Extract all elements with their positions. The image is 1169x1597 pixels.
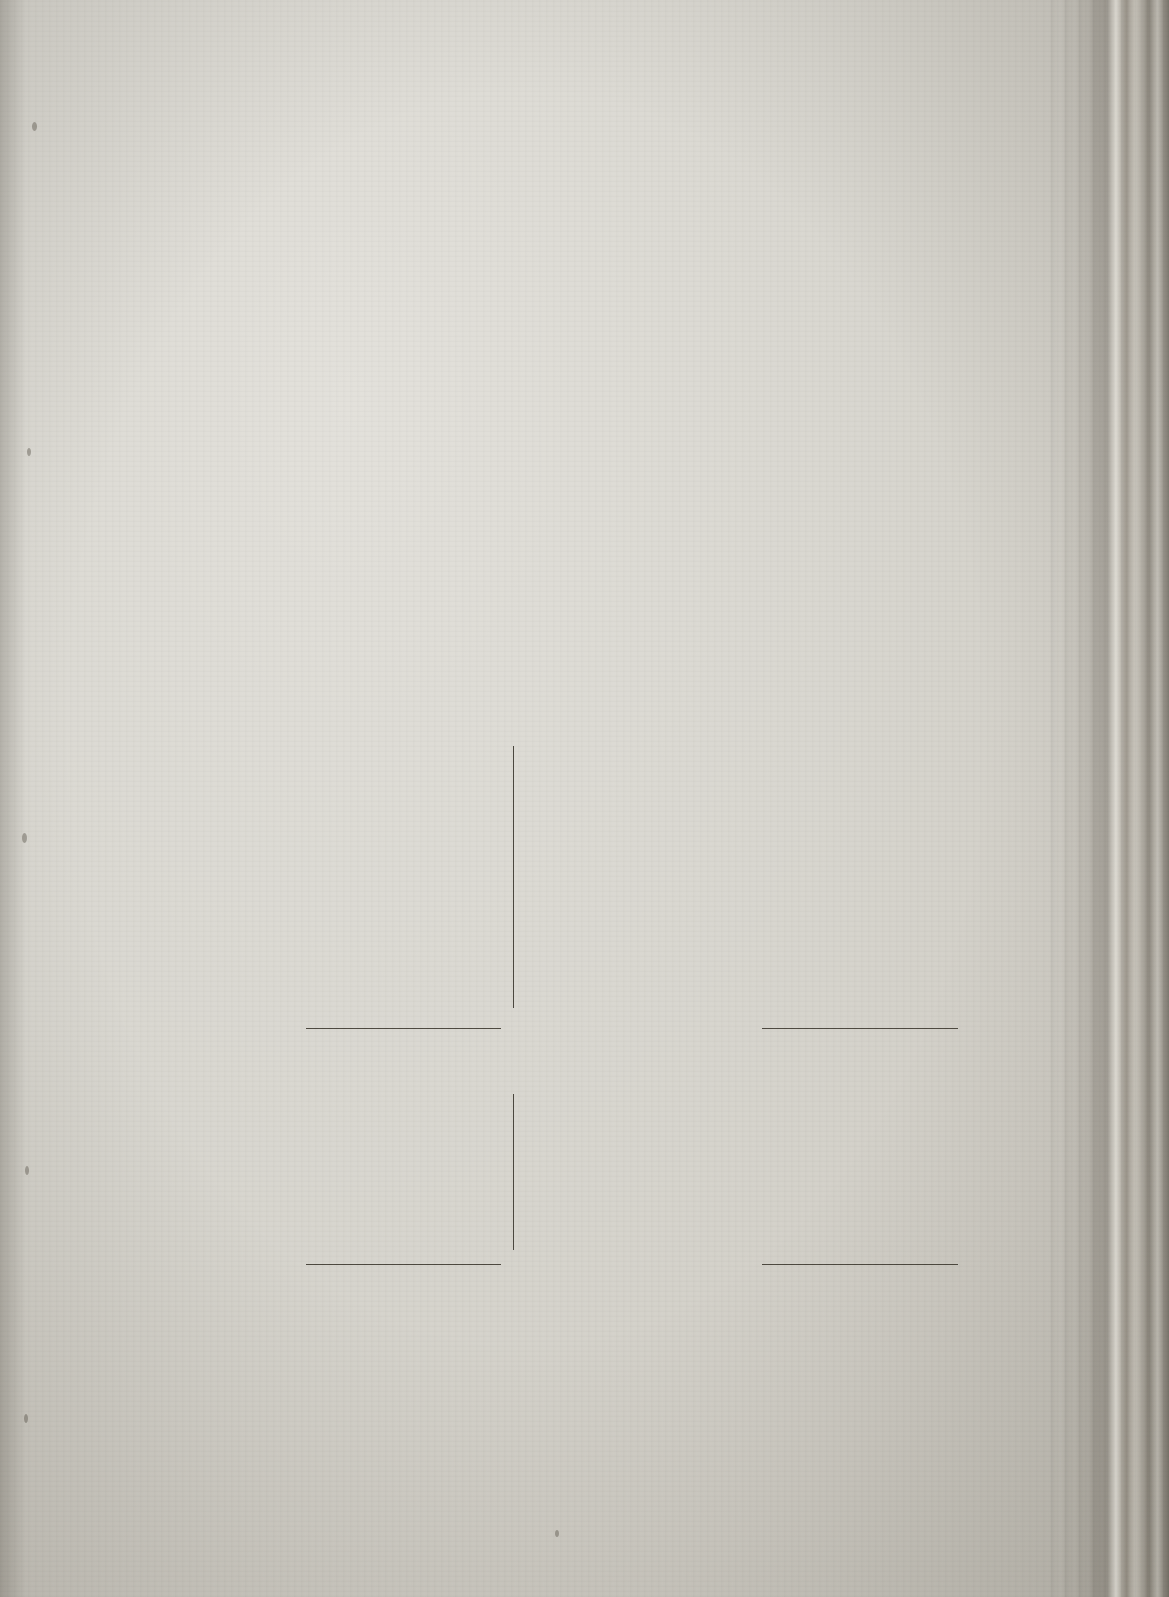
pl-total-rule-right: [762, 1264, 958, 1265]
balance-header: [0, 700, 1020, 726]
pl-header: [0, 1048, 1020, 1074]
pl-total-rule-left: [306, 1264, 501, 1265]
scan-speck: [555, 1530, 559, 1537]
balance-columns: [0, 732, 1020, 1022]
winstv-line-1: [140, 1286, 164, 1305]
scan-speck: [32, 122, 37, 131]
pl-credit-colheads: [530, 1080, 970, 1128]
balance-sheet: [0, 700, 1020, 1062]
body-paragraph: [140, 146, 940, 372]
pl-center-divider: [513, 1094, 514, 1250]
verslag-paragraph: [140, 1411, 988, 1439]
balance-center-divider: [513, 746, 514, 1008]
balance-total-rule-right: [762, 1028, 958, 1029]
balance-actief-colheads: [140, 732, 510, 780]
pl-credit-side: [530, 1080, 970, 1128]
scan-speck: [27, 448, 31, 456]
balance-passief-side: [530, 732, 970, 780]
page-left-edge-shadow: [0, 0, 26, 1597]
profit-loss-account: [0, 1048, 1020, 1300]
balance-total-rule-left: [306, 1028, 501, 1029]
winstverdeeling-paragraph: [140, 1284, 988, 1382]
scan-speck: [24, 1414, 28, 1423]
book-gutter-texture: [1051, 0, 1169, 1597]
balance-actief-side: [140, 732, 510, 780]
balance-passief-colheads: [530, 732, 970, 780]
scan-speck: [25, 1166, 29, 1175]
pl-debet-side: [140, 1080, 510, 1128]
scan-speck: [22, 833, 27, 843]
pl-debet-colheads: [140, 1080, 510, 1128]
pl-columns: [0, 1080, 1020, 1260]
